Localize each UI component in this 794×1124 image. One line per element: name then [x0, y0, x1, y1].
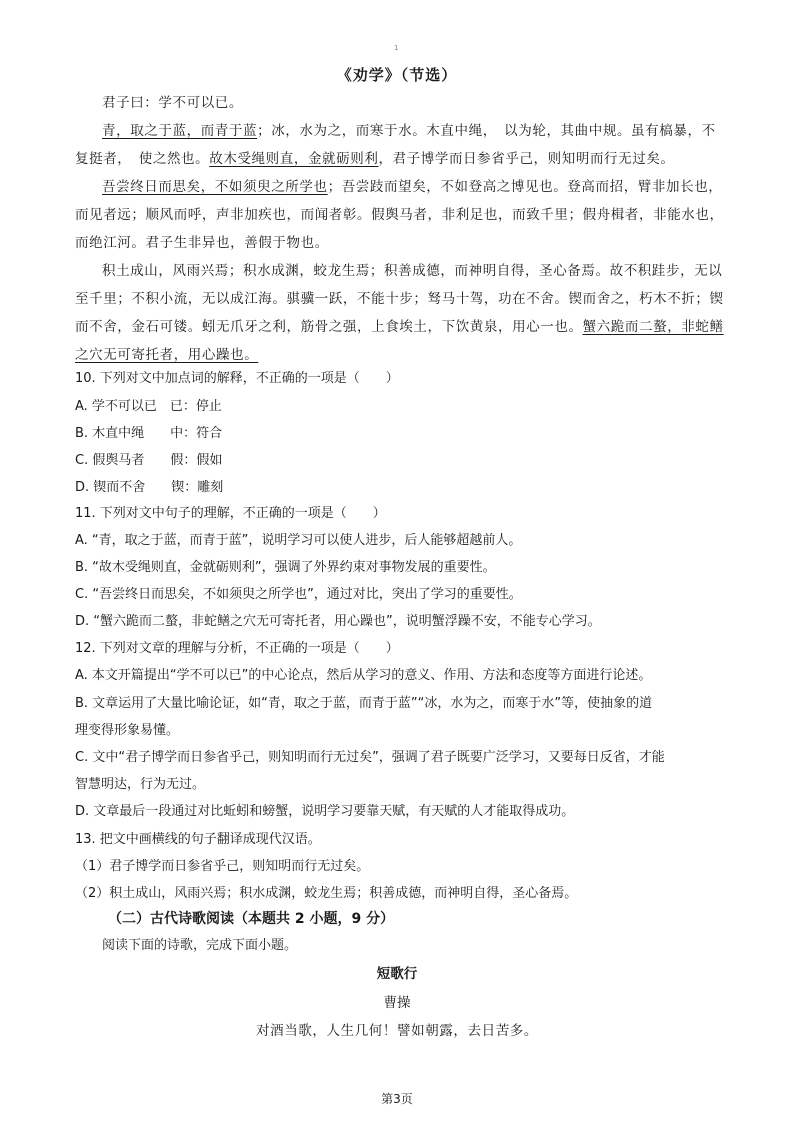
- section-instruction: 阅读下面的诗歌，完成下面小题。: [102, 938, 298, 953]
- passage-line: 青，取之于蓝，而青于蓝；冰，水为之，而寒于水。木直中绳， 以为轮，其曲中规。虽有槁暴，不: [102, 123, 716, 139]
- poem-author: 曹操: [383, 995, 411, 1011]
- question-10-option-a: A. 学不可以已 已：停止: [75, 399, 222, 414]
- question-12-stem: 12. 下列对文章的理解与分析，不正确的一项是（ ）: [75, 641, 399, 656]
- question-13-stem: 13. 把文中画横线的句子翻译成现代汉语。: [75, 832, 321, 847]
- passage-line: 吾尝终日而思矣，不如须臾之所学也；吾尝跂而望矣，不如登高之博见也。登高而招，臂非加长也，: [102, 179, 723, 195]
- underlined-sentence: 蟹六跪而二螯，非蛇鳝: [582, 319, 724, 335]
- question-13-sentence-1: （1）君子博学而日参省乎己，则知明而行无过矣。: [75, 859, 370, 874]
- passage-line: 复挺者， 使之然也。故木受绳则直，金就砺则利，君子博学而日参省乎己，则知明而行无过矣。: [75, 151, 675, 167]
- question-12-option-c-cont: 智慧明达，行为无过。: [75, 777, 206, 792]
- underlined-sentence: 吾尝终日而思矣，不如须臾之所学也: [102, 179, 328, 195]
- passage-line: 而见者远；顺风而呼，声非加疾也，而闻者彰。假舆马者，非利足也，而致千里；假舟楫者，非能水也，: [75, 207, 724, 223]
- question-11-option-c: C. “吾尝终日而思矣，不如须臾之所学也”，通过对比，突出了学习的重要性。: [75, 587, 522, 602]
- question-10-option-c: C. 假舆马者 假：假如: [75, 453, 223, 468]
- question-11-option-a: A. “青，取之于蓝，而青于蓝”，说明学习可以使人进步，后人能够超越前人。: [75, 533, 522, 548]
- underlined-sentence: 之穴无可寄托者，用心躁也。: [75, 347, 259, 363]
- question-12-option-c: C. 文中“君子博学而日参省乎己，则知明而行无过矣”，强调了君子既要广泛学习，又要每日反省，才能: [75, 750, 665, 765]
- question-12-option-b-cont: 理变得形象易懂。: [75, 723, 180, 738]
- question-12-option-b: B. 文章运用了大量比喻论证，如“青，取之于蓝，而青于蓝”“冰，水为之，而寒于水”等，使抽象的道: [75, 696, 653, 711]
- passage-line: 积土成山，风雨兴焉；积水成渊，蛟龙生焉；积善成德，而神明自得，圣心备焉。故不积跬步，无以: [102, 263, 723, 279]
- page-number: 第3页: [381, 1092, 413, 1106]
- question-10-stem: 10. 下列对文中加点词的解释，不正确的一项是（ ）: [75, 371, 399, 386]
- question-12-option-a: A. 本文开篇提出“学不可以已”的中心论点，然后从学习的意义、作用、方法和态度等方面进行论述。: [75, 668, 652, 683]
- question-11-option-d: D. “蟹六跪而二螯，非蛇鳝之穴无可寄托者，用心躁也”，说明蟹浮躁不安，不能专心学习。: [75, 614, 601, 629]
- question-10-option-b: B. 木直中绳 中：符合: [75, 426, 223, 441]
- underlined-sentence: 青，取之于蓝，而青于蓝: [102, 123, 258, 139]
- question-11-stem: 11. 下列对文中句子的理解，不正确的一项是（ ）: [75, 506, 386, 521]
- passage-line: 而不舍，金石可镂。蚓无爪牙之利，筋骨之强，上食埃土，下饮黄泉，用心一也。蟹六跪而二螯，非蛇鳝: [75, 319, 724, 335]
- page-top-mark: 1: [394, 44, 399, 52]
- poem-line: 对酒当歌，人生几何！譬如朝露，去日苦多。: [256, 1023, 538, 1039]
- question-12-option-d: D. 文章最后一段通过对比蚯蚓和螃蟹，说明学习要靠天赋，有天赋的人才能取得成功。: [75, 804, 575, 819]
- underlined-sentence: 故木受绳则直，金就砺则利: [209, 151, 379, 167]
- passage-line: 君子曰：学不可以已。: [102, 95, 243, 111]
- passage-title: 《劝学》（节选）: [336, 66, 458, 84]
- section-heading: （二）古代诗歌阅读（本题共 2 小题，9 分）: [108, 911, 395, 927]
- question-10-option-d: D. 锲而不舍 锲：雕刻: [75, 480, 224, 495]
- question-11-option-b: B. “故木受绳则直，金就砺则利”，强调了外界约束对事物发展的重要性。: [75, 560, 496, 575]
- poem-title: 短歌行: [376, 966, 418, 982]
- passage-line: 至千里；不积小流，无以成江海。骐骥一跃，不能十步；驽马十驾，功在不舍。锲而舍之，朽木不折；锲: [75, 291, 724, 307]
- passage-line: 而绝江河。君子生非异也，善假于物也。: [75, 235, 329, 251]
- question-13-sentence-2: （2）积土成山，风雨兴焉；积水成渊，蛟龙生焉；积善成德，而神明自得，圣心备焉。: [75, 886, 578, 901]
